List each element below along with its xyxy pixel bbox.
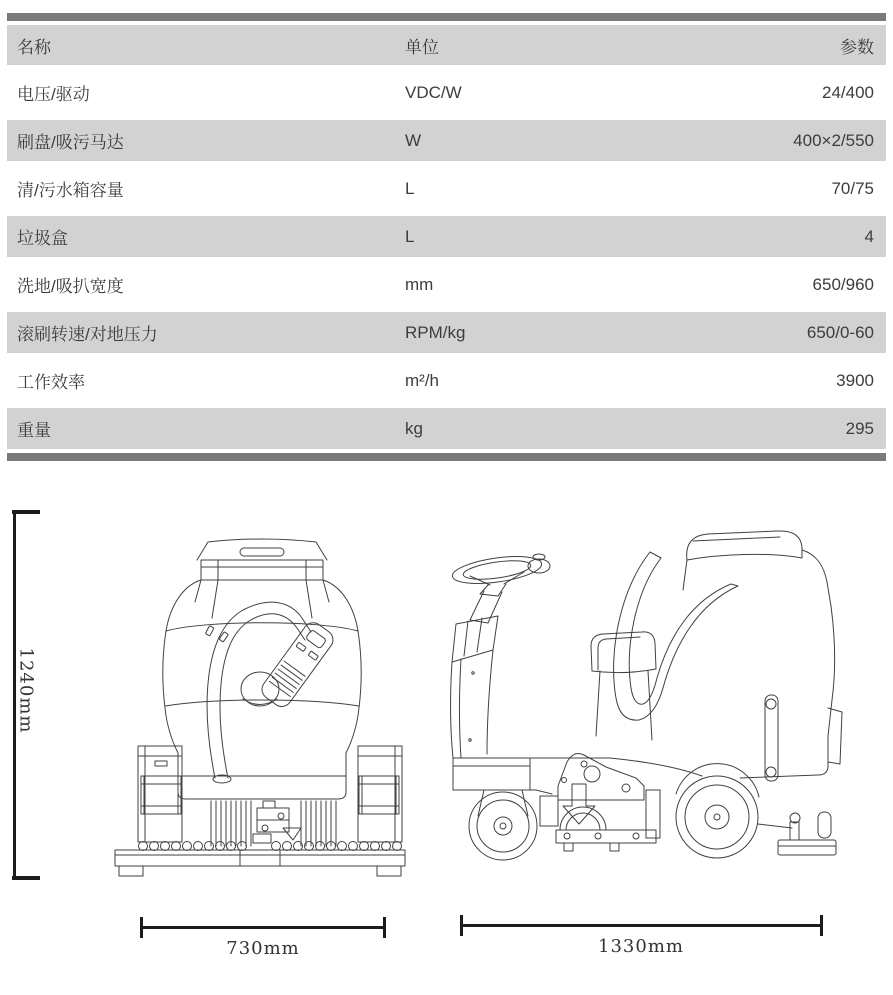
machine-front-view-drawing [105, 528, 435, 888]
spec-value-cell: 650/0-60 [806, 322, 874, 342]
header-unit: 单位 [405, 37, 439, 57]
spec-name-cell: 垃圾盒 [17, 229, 68, 248]
spec-name-cell: 重量 [17, 421, 51, 440]
machine-side-view-drawing [440, 528, 893, 888]
spec-unit-cell: kg [405, 418, 423, 438]
width-dimension-line [140, 926, 386, 929]
spec-unit-cell: mm [405, 274, 434, 294]
spec-name-cell: 洗地/吸扒宽度 [17, 277, 124, 296]
height-dimension-cap [12, 510, 40, 514]
spec-value-cell: 650/960 [812, 274, 874, 294]
length-dimension-label: 1330mm [598, 936, 684, 957]
spec-row [7, 353, 886, 408]
header-name: 名称 [17, 37, 51, 57]
spec-value-cell: 400×2/550 [793, 130, 874, 150]
header-value: 参数 [840, 37, 874, 57]
spec-name-cell: 刷盘/吸污马达 [17, 133, 124, 152]
spec-row [7, 65, 886, 120]
width-dimension-label: 730mm [226, 938, 300, 959]
spec-table-header-row [7, 25, 886, 65]
spec-unit-cell: L [405, 178, 415, 198]
spec-name-cell: 工作效率 [17, 373, 85, 392]
spec-name-cell: 清/污水箱容量 [17, 181, 124, 200]
spec-name-cell: 滚刷转速/对地压力 [17, 325, 158, 344]
spec-table [7, 25, 886, 449]
spec-unit-cell: L [405, 226, 415, 246]
spec-row [7, 120, 886, 161]
spec-unit-cell: VDC/W [405, 82, 462, 102]
height-dimension-label: 1240mm [15, 647, 37, 734]
spec-row [7, 408, 886, 449]
bottom-accent-bar [7, 453, 886, 461]
spec-row [7, 312, 886, 353]
spec-unit-cell: RPM/kg [405, 322, 466, 342]
height-dimension-cap [12, 876, 40, 880]
length-dimension-line [460, 924, 823, 927]
spec-name-cell: 电压/驱动 [17, 85, 90, 104]
spec-unit-cell: W [405, 130, 422, 150]
spec-unit-cell: m²/h [405, 370, 439, 390]
spec-value-cell: 24/400 [822, 82, 874, 102]
spec-value-cell: 4 [864, 226, 874, 246]
spec-row [7, 161, 886, 216]
spec-row [7, 216, 886, 257]
length-dimension-cap [460, 915, 463, 936]
spec-row [7, 257, 886, 312]
spec-value-cell: 3900 [836, 370, 874, 390]
width-dimension-cap [383, 917, 386, 938]
spec-value-cell: 70/75 [831, 178, 874, 198]
width-dimension-cap [140, 917, 143, 938]
length-dimension-cap [820, 915, 823, 936]
spec-value-cell: 295 [845, 418, 874, 438]
top-accent-bar [7, 13, 886, 21]
